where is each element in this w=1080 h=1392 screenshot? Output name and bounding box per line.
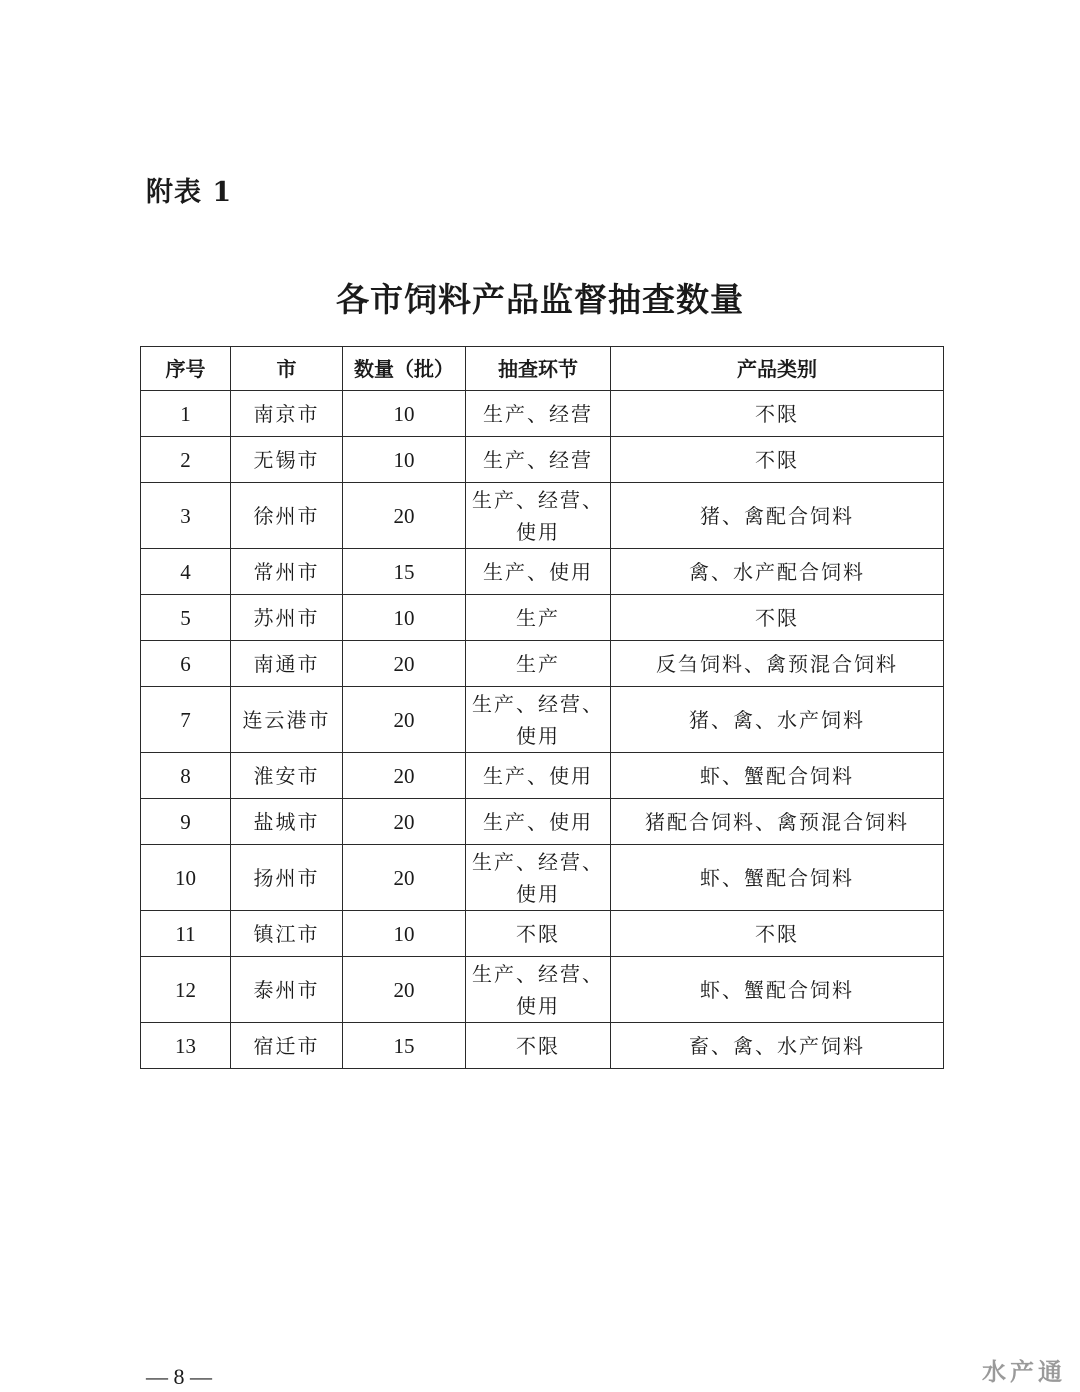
cell-city: 淮安市 <box>231 753 343 799</box>
header-serial: 序号 <box>141 347 231 391</box>
header-quantity: 数量（批） <box>343 347 466 391</box>
cell-quantity: 10 <box>343 391 466 437</box>
table-header-row <box>141 347 944 391</box>
cell-serial: 12 <box>141 957 231 1023</box>
table-row <box>141 595 944 641</box>
attachment-label: 附表 1 <box>146 177 233 208</box>
cell-city: 连云港市 <box>231 687 343 753</box>
table-row <box>141 687 944 753</box>
cell-quantity: 15 <box>343 549 466 595</box>
cell-serial: 13 <box>141 1023 231 1069</box>
cell-city: 泰州市 <box>231 957 343 1023</box>
cell-stage: 生产 <box>466 641 611 687</box>
cell-serial: 8 <box>141 753 231 799</box>
table-row <box>141 799 944 845</box>
cell-city: 南通市 <box>231 641 343 687</box>
cell-stage: 生产、经营、使用 <box>466 957 611 1023</box>
cell-category: 虾、蟹配合饲料 <box>611 845 944 911</box>
cell-serial: 5 <box>141 595 231 641</box>
cell-city: 扬州市 <box>231 845 343 911</box>
cell-city: 无锡市 <box>231 437 343 483</box>
cell-stage: 生产、经营、使用 <box>466 845 611 911</box>
cell-category: 猪、禽配合饲料 <box>611 483 944 549</box>
cell-quantity: 10 <box>343 911 466 957</box>
table-row <box>141 483 944 549</box>
cell-category: 虾、蟹配合饲料 <box>611 957 944 1023</box>
cell-serial: 6 <box>141 641 231 687</box>
cell-stage: 不限 <box>466 1023 611 1069</box>
cell-city: 苏州市 <box>231 595 343 641</box>
cell-stage: 不限 <box>466 911 611 957</box>
cell-city: 南京市 <box>231 391 343 437</box>
cell-quantity: 10 <box>343 437 466 483</box>
cell-stage: 生产、经营 <box>466 437 611 483</box>
cell-category: 不限 <box>611 437 944 483</box>
table-row <box>141 391 944 437</box>
table-row <box>141 549 944 595</box>
cell-quantity: 10 <box>343 595 466 641</box>
cell-quantity: 20 <box>343 845 466 911</box>
cell-quantity: 20 <box>343 799 466 845</box>
table-row <box>141 1023 944 1069</box>
cell-quantity: 20 <box>343 753 466 799</box>
cell-stage: 生产 <box>466 595 611 641</box>
table-row <box>141 437 944 483</box>
cell-stage: 生产、使用 <box>466 799 611 845</box>
cell-quantity: 20 <box>343 957 466 1023</box>
table-row <box>141 845 944 911</box>
header-category: 产品类别 <box>611 347 944 391</box>
cell-city: 徐州市 <box>231 483 343 549</box>
cell-category: 不限 <box>611 911 944 957</box>
header-stage: 抽查环节 <box>466 347 611 391</box>
cell-serial: 1 <box>141 391 231 437</box>
cell-category: 猪配合饲料、禽预混合饲料 <box>611 799 944 845</box>
cell-quantity: 15 <box>343 1023 466 1069</box>
cell-quantity: 20 <box>343 687 466 753</box>
cell-quantity: 20 <box>343 483 466 549</box>
cell-stage: 生产、经营、使用 <box>466 483 611 549</box>
cell-serial: 4 <box>141 549 231 595</box>
page-number: — 8 — <box>146 1364 212 1389</box>
cell-serial: 9 <box>141 799 231 845</box>
cell-serial: 11 <box>141 911 231 957</box>
cell-category: 反刍饲料、禽预混合饲料 <box>611 641 944 687</box>
table-row <box>141 753 944 799</box>
cell-category: 猪、禽、水产饲料 <box>611 687 944 753</box>
document-title: 各市饲料产品监督抽查数量 <box>336 280 744 319</box>
cell-stage: 生产、使用 <box>466 549 611 595</box>
cell-city: 宿迁市 <box>231 1023 343 1069</box>
table-row <box>141 911 944 957</box>
table-row <box>141 957 944 1023</box>
table-row <box>141 641 944 687</box>
cell-category: 畜、禽、水产饲料 <box>611 1023 944 1069</box>
cell-stage: 生产、使用 <box>466 753 611 799</box>
cell-serial: 3 <box>141 483 231 549</box>
cell-category: 不限 <box>611 595 944 641</box>
cell-serial: 2 <box>141 437 231 483</box>
watermark-logo: 水产通 <box>982 1358 1066 1386</box>
cell-category: 不限 <box>611 391 944 437</box>
cell-city: 常州市 <box>231 549 343 595</box>
cell-city: 盐城市 <box>231 799 343 845</box>
cell-city: 镇江市 <box>231 911 343 957</box>
cell-stage: 生产、经营、使用 <box>466 687 611 753</box>
cell-serial: 10 <box>141 845 231 911</box>
cell-quantity: 20 <box>343 641 466 687</box>
inspection-table <box>140 346 944 1069</box>
cell-stage: 生产、经营 <box>466 391 611 437</box>
cell-category: 禽、水产配合饲料 <box>611 549 944 595</box>
cell-serial: 7 <box>141 687 231 753</box>
header-city: 市 <box>231 347 343 391</box>
cell-category: 虾、蟹配合饲料 <box>611 753 944 799</box>
